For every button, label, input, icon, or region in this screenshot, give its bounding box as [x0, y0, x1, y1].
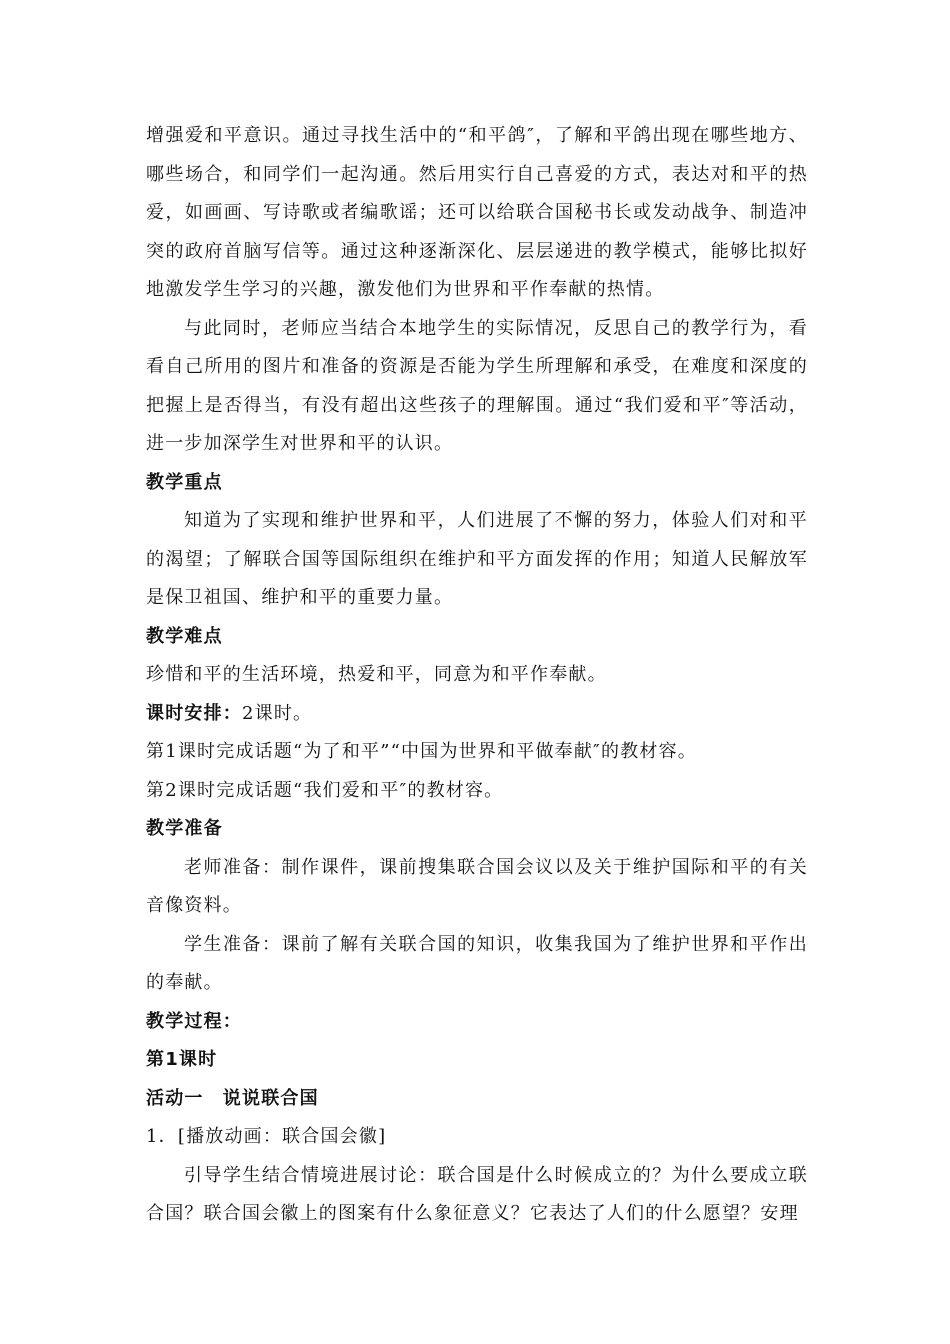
schedule-value: 2课时。 — [242, 702, 313, 724]
paragraph-step-1: 1．[播放动画：联合国会徽] — [146, 1126, 387, 1147]
heading-teaching-process: 教学过程： — [146, 1010, 242, 1032]
heading-teaching-key-points: 教学重点 — [146, 471, 223, 493]
heading-teaching-difficulties: 教学难点 — [146, 625, 223, 647]
heading-lesson-1: 第1课时 — [146, 1049, 218, 1070]
paragraph-lesson1-plan: 第1课时完成话题“为了和平”“中国为世界和平做奉献″的教材容。 — [146, 741, 697, 762]
paragraph-schedule — [146, 695, 808, 734]
paragraph-discussion: 引导学生结合情境进展讨论：联合国是什么时候成立的？为什么要成立联合国？联合国会徽上的图案有什么象征意义？它表达了人们的什么愿望？安理 — [146, 1164, 808, 1224]
schedule-label: 课时安排： — [146, 702, 242, 724]
paragraph-peace-awareness: 增强爱和平意识。通过寻找生活中的“和平鸽″，了解和平鸽出现在哪些地方、哪些场合，和同学们一起沟通。然后用实行自己喜爱的方式，表达对和平的热爱，如画画、写诗歌或者编歌谣；还可以给联合国秘书长或发动战争、制造冲突的政府首脑写信等。通过这种逐渐深化、层层递进的教学模式，能够比拟好地激发学生学习的兴趣，激发他们为世界和平作奉献的热情。 — [146, 125, 808, 300]
heading-activity-1: 活动一 说说联合国 — [146, 1087, 319, 1109]
paragraph-teacher-reflection: 与此同时，老师应当结合本地学生的实际情况，反思自己的教学行为，看看自己所用的图片和准备的资源是否能为学生所理解和承受，在难度和深度的把握上是否得当，有没有超出这些孩子的理解围。通过“我们爱和平″等活动，进一步加深学生对世界和平的认识。 — [146, 317, 808, 454]
document-body — [146, 117, 808, 1234]
paragraph-lesson2-plan: 第2课时完成话题“我们爱和平″的教材容。 — [146, 779, 504, 801]
paragraph-teaching-key-points: 知道为了实现和维护世界和平，人们进展了不懈的努力，体验人们对和平的渴望；了解联合国等国际组织在维护和平方面发挥的作用；知道人民解放军是保卫祖国、维护和平的重要力量。 — [146, 510, 808, 608]
paragraph-student-preparation: 学生准备：课前了解有关联合国的知识，收集我国为了维护世界和平作出的奉献。 — [146, 933, 808, 993]
paragraph-teaching-difficulties: 珍惜和平的生活环境，热爱和平，同意为和平作奉献。 — [146, 664, 607, 685]
paragraph-teacher-preparation: 老师准备：制作课件，课前搜集联合国会议以及关于维护国际和平的有关音像资料。 — [146, 856, 808, 916]
heading-teaching-preparation: 教学准备 — [146, 818, 223, 839]
